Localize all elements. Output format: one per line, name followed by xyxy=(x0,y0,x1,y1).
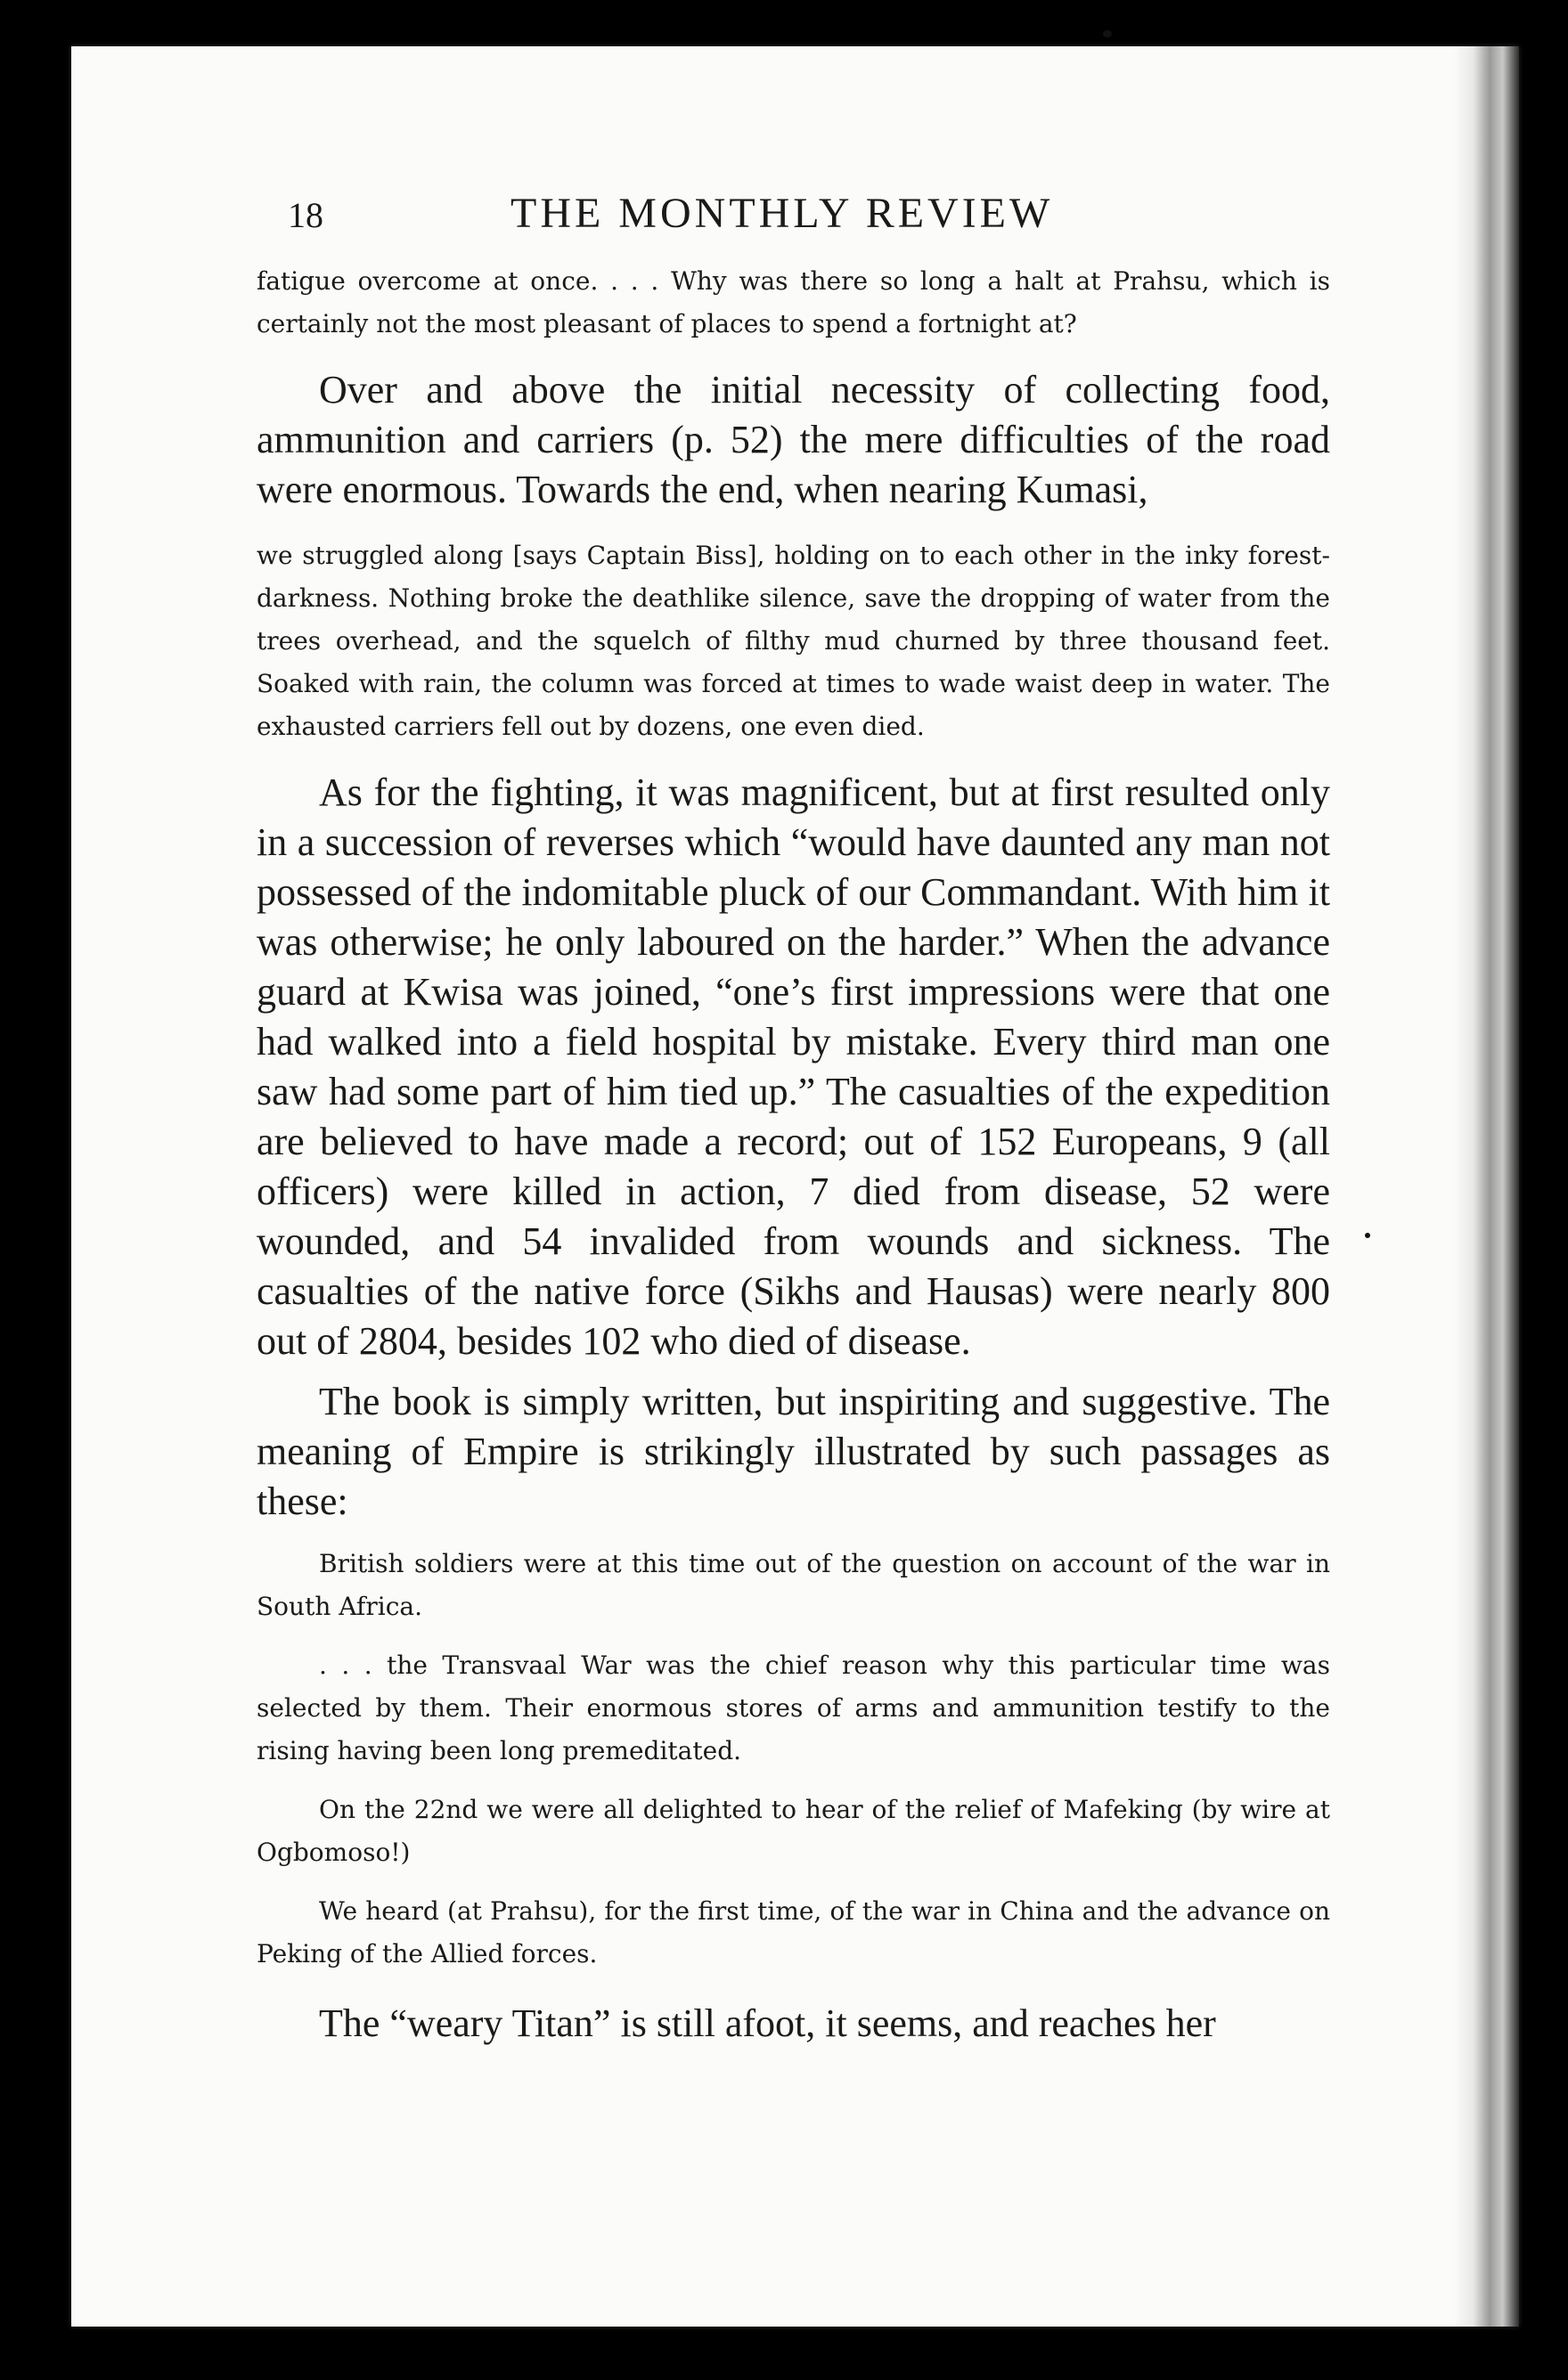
paragraph-book-review: The book is simply written, but inspiriting and suggestive. The meaning of Empire is strikingly illustrated by such passages as these: xyxy=(257,1380,1330,1523)
block-quote-china-war: We heard (at Prahsu), for the first time, of the war in China and the advance on Peking of the Allied forces. xyxy=(257,1896,1330,1968)
paragraph-fighting-casualties: As for the fighting, it was magnificent, but at first resulted only in a succession of reverses which “would have daunted any man not possessed of the indomitable pluck of our Commandant. With him it was otherwise; he only laboured on the harder.” When the advance guard at Kwisa was joined, “one’s first impressions were that one had walked into a field hospital by mistake. Every third man one saw had some part of him tied up.” The casualties of the expedition are believed to have made a record; out of 152 Europeans, 9 (all officers) were killed in action, 7 died from disease, 52 were wounded, and 54 invalided from wounds and sickness. The casualties of the native force (Sikhs and Hausas) were nearly 800 out of 2804, besides 102 who died of disease. xyxy=(257,770,1330,1363)
paragraph-weary-titan: The “weary Titan” is still afoot, it seems, and reaches her xyxy=(319,2001,1216,2045)
scan-speck xyxy=(1365,1233,1370,1238)
block-quote-transvaal-war: . . . the Transvaal War was the chief reason why this particular time was selected by them. Their enormous stores of arms and ammunition testify to the rising having been long premeditated. xyxy=(257,1651,1330,1765)
paragraph-road-difficulties: Over and above the initial necessity of collecting food, ammunition and carriers (p. 52) the mere difficulties of the road were enormous. Towards the end, when nearing Kumasi, xyxy=(257,368,1330,511)
page-binding-edge xyxy=(1454,46,1519,2327)
page-content xyxy=(257,178,1330,2049)
block-quote-british-soldiers: British soldiers were at this time out of the question on account of the war in South Africa. xyxy=(257,1549,1330,1621)
running-title: THE MONTHLY REVIEW xyxy=(510,190,1054,237)
block-quote-captain-biss: we struggled along [says Captain Biss], holding on to each other in the inky forest-darkness. Nothing broke the deathlike silence, save the dropping of water from the trees overhead, and the squelch of filthy mud churned by three thousand feet. Soaked with rain, the column was forced at times to wade waist deep in water. The exhausted carriers fell out by dozens, one even died. xyxy=(257,541,1330,741)
page-header xyxy=(257,178,1330,249)
block-quote-mafeking: On the 22nd we were all delighted to hear of the relief of Mafeking (by wire at Ogbomoso!) xyxy=(257,1795,1330,1867)
page-number: 18 xyxy=(288,195,323,235)
scan-speck xyxy=(1103,30,1112,37)
paragraph-continued-quote: fatigue overcome at once. . . . Why was there so long a halt at Prahsu, which is certainly not the most pleasant of places to spend a fortnight at? xyxy=(257,266,1330,338)
